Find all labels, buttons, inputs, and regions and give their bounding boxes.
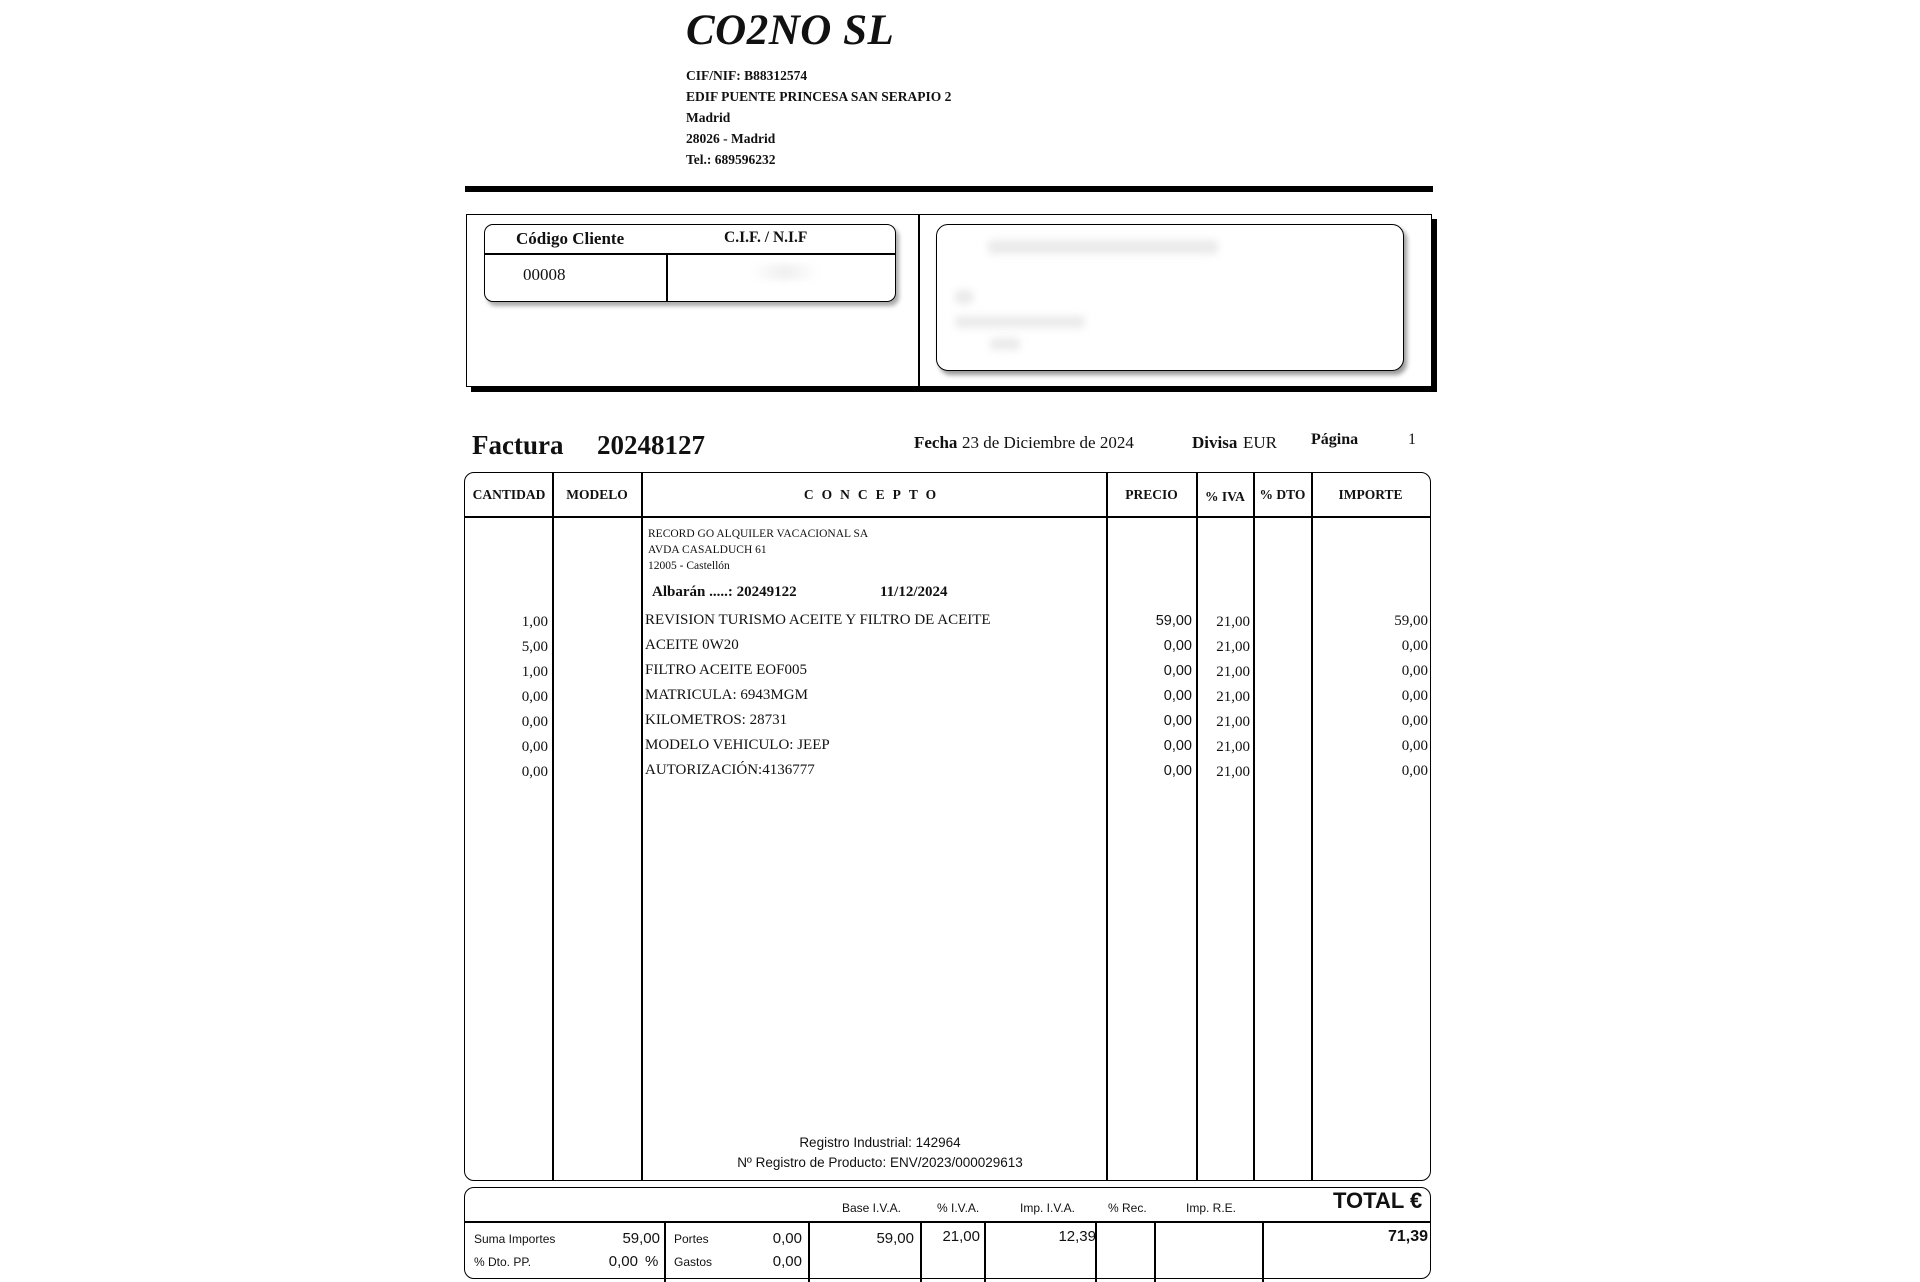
line-concepto: MODELO VEHICULO: JEEP (645, 737, 830, 753)
client-address-redacted (955, 316, 1085, 328)
client-address-redacted (988, 240, 1218, 254)
line-concepto: ACEITE 0W20 (645, 637, 739, 653)
line-importe: 0,00 (1401, 638, 1428, 654)
line-iva: 21,00 (1216, 689, 1250, 705)
suma-importes-label: Suma Importes (474, 1232, 556, 1246)
line-cantidad: 0,00 (521, 764, 548, 780)
line-cantidad: 5,00 (521, 639, 548, 655)
suma-importes-value: 59,00 (622, 1230, 660, 1247)
line-concepto: AUTORIZACIÓN:4136777 (645, 762, 815, 778)
client-nif-redacted (750, 264, 820, 280)
delivery-customer-name: RECORD GO ALQUILER VACACIONAL SA (648, 528, 869, 540)
line-importe: 0,00 (1401, 688, 1428, 704)
line-precio: 0,00 (1163, 738, 1192, 754)
line-cantidad: 1,00 (521, 614, 548, 630)
company-phone: Tel.: 689596232 (686, 152, 776, 167)
line-cantidad: 0,00 (521, 739, 548, 755)
line-cantidad: 1,00 (521, 664, 548, 680)
totals-header-pct-iva: % I.V.A. (937, 1201, 980, 1215)
line-concepto: REVISION TURISMO ACEITE Y FILTRO DE ACEITE (645, 612, 991, 628)
totals-header-base-iva: Base I.V.A. (842, 1201, 901, 1215)
line-precio: 0,00 (1163, 763, 1192, 779)
invoice-currency: EUR (1243, 433, 1277, 452)
line-precio: 0,00 (1163, 638, 1192, 654)
client-table-hline (484, 253, 896, 255)
line-importe: 0,00 (1401, 763, 1428, 779)
albaran-date: 11/12/2024 (880, 584, 948, 600)
dto-pp-label: % Dto. PP. (474, 1255, 532, 1269)
column-divider (1311, 473, 1313, 1180)
line-concepto: FILTRO ACEITE EOF005 (645, 662, 807, 678)
client-nif-header: C.I.F. / N.I.F (724, 229, 808, 246)
delivery-customer-address: AVDA CASALDUCH 61 (648, 544, 767, 556)
client-code: 00008 (523, 265, 566, 284)
line-concepto: KILOMETROS: 28731 (645, 712, 788, 728)
invoice-label: Factura (472, 430, 564, 460)
line-iva: 21,00 (1216, 739, 1250, 755)
totals-header-imp-re: Imp. R.E. (1186, 1201, 1237, 1215)
company-city: Madrid (686, 110, 731, 125)
invoice-page: 1 (1408, 431, 1416, 448)
invoice-date: 23 de Diciembre de 2024 (962, 433, 1134, 452)
totals-header-rule (465, 1221, 1431, 1223)
column-header-modelo: MODELO (566, 487, 628, 502)
gastos-label: Gastos (674, 1255, 713, 1269)
column-divider (1196, 473, 1198, 1180)
line-iva: 21,00 (1216, 614, 1250, 630)
dto-pp-value: 0,00 (608, 1253, 638, 1270)
line-iva: 21,00 (1216, 764, 1250, 780)
client-block-divider (918, 214, 920, 387)
albaran-number: Albarán .....: 20249122 (652, 584, 797, 600)
invoice-currency-label: Divisa (1192, 433, 1238, 452)
client-code-header: Código Cliente (516, 229, 625, 248)
client-table-vline (666, 254, 668, 301)
line-iva: 21,00 (1216, 664, 1250, 680)
invoice-page-label: Página (1311, 431, 1359, 448)
line-items-table (464, 472, 1431, 1181)
header-divider (465, 186, 1433, 192)
column-header-iva: % IVA (1205, 489, 1245, 504)
column-divider (552, 473, 554, 1180)
line-precio: 0,00 (1163, 663, 1192, 679)
totals-divider (808, 1222, 810, 1282)
pct-iva-value: 21,00 (942, 1228, 980, 1245)
totals-divider (984, 1222, 986, 1282)
client-address-redacted (955, 290, 973, 304)
line-importe: 0,00 (1401, 713, 1428, 729)
line-precio: 59,00 (1155, 613, 1192, 629)
base-iva-value: 59,00 (876, 1230, 914, 1247)
company-address: EDIF PUENTE PRINCESA SAN SERAPIO 2 (686, 89, 952, 104)
total-value: 71,39 (1387, 1228, 1428, 1245)
line-importe: 59,00 (1394, 613, 1428, 629)
totals-divider (920, 1222, 922, 1282)
column-header-importe: IMPORTE (1338, 487, 1403, 502)
totals-header-pct-rec: % Rec. (1108, 1201, 1147, 1215)
column-header-dto: % DTO (1259, 487, 1306, 502)
totals-divider (664, 1222, 666, 1282)
totals-header-imp-iva: Imp. I.V.A. (1020, 1201, 1075, 1215)
line-iva: 21,00 (1216, 639, 1250, 655)
imp-iva-value: 12,39 (1058, 1228, 1096, 1245)
totals-divider (1154, 1222, 1156, 1282)
line-importe: 0,00 (1401, 663, 1428, 679)
column-header-precio: PRECIO (1125, 487, 1178, 502)
column-divider (1253, 473, 1255, 1180)
column-divider (641, 473, 643, 1180)
line-precio: 0,00 (1163, 688, 1192, 704)
portes-value: 0,00 (772, 1230, 802, 1247)
company-postal: 28026 - Madrid (686, 131, 776, 146)
line-importe: 0,00 (1401, 738, 1428, 754)
dto-pp-unit: % (645, 1253, 659, 1270)
line-items-header-rule (465, 516, 1431, 518)
line-iva: 21,00 (1216, 714, 1250, 730)
totals-divider (1262, 1222, 1264, 1282)
company-cif: CIF/NIF: B88312574 (686, 68, 808, 83)
line-precio: 0,00 (1163, 713, 1192, 729)
invoice-number: 20248127 (597, 430, 705, 460)
column-header-concepto: CONCEPTO (803, 487, 945, 502)
line-concepto: MATRICULA: 6943MGM (645, 687, 808, 703)
invoice-date-label: Fecha (914, 433, 958, 452)
registro-producto: Nº Registro de Producto: ENV/2023/000029613 (737, 1155, 1023, 1170)
company-name: CO2NO SL (686, 7, 895, 54)
delivery-customer-city: 12005 - Castellón (648, 560, 730, 572)
column-header-cantidad: CANTIDAD (472, 487, 546, 502)
column-divider (1106, 473, 1108, 1180)
total-label: TOTAL € (1333, 1188, 1423, 1213)
gastos-value: 0,00 (772, 1253, 802, 1270)
registro-industrial: Registro Industrial: 142964 (799, 1135, 961, 1150)
line-cantidad: 0,00 (521, 714, 548, 730)
line-cantidad: 0,00 (521, 689, 548, 705)
client-address-redacted (990, 338, 1020, 350)
portes-label: Portes (674, 1232, 709, 1246)
